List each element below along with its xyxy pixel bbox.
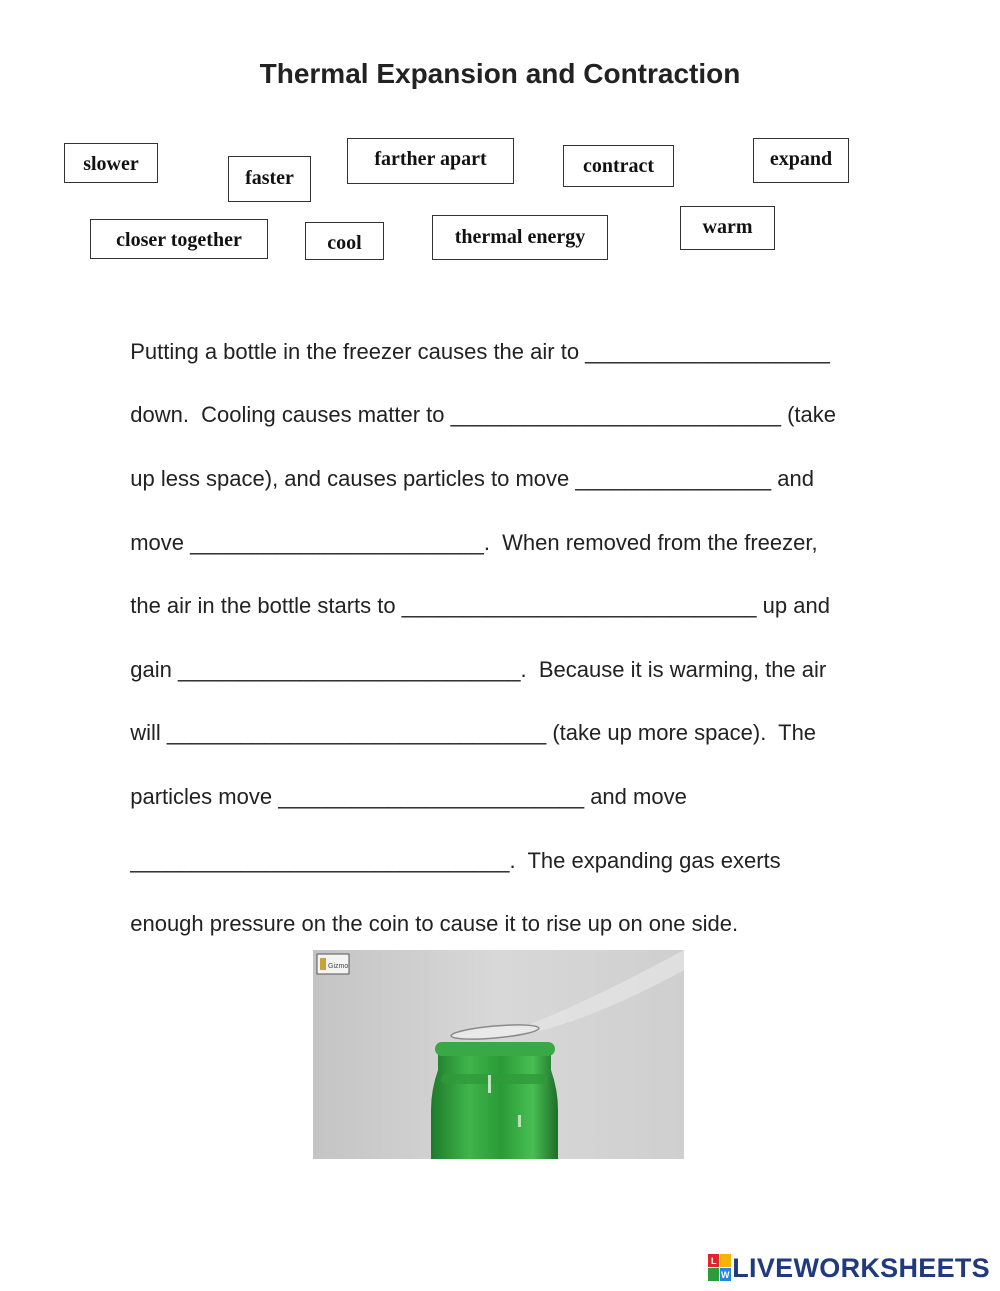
passage-line-2 <box>118 364 837 427</box>
passage-text: (take up more space). The <box>546 720 817 745</box>
passage-text: the air in the bottle starts to <box>130 593 402 618</box>
answer-blank-5[interactable]: _____________________________ <box>401 593 757 618</box>
passage-line-4 <box>118 492 818 555</box>
bottle-coin-illustration <box>313 950 684 1159</box>
word-thermal-energy[interactable]: thermal energy <box>432 215 608 260</box>
answer-blank-7[interactable]: _______________________________ <box>166 720 547 745</box>
answer-blank-8[interactable]: _________________________ <box>278 784 585 809</box>
passage-line-6 <box>118 619 827 682</box>
answer-blank-6[interactable]: ____________________________ <box>177 657 521 682</box>
passage-text: Putting a bottle in the freezer causes the air to <box>130 339 586 364</box>
passage-line-1 <box>118 301 830 364</box>
passage-text: . Because it is warming, the air <box>520 657 827 682</box>
passage-line-8 <box>118 746 687 809</box>
passage-line-9 <box>118 810 781 873</box>
passage-text: . The expanding gas exerts <box>509 848 781 873</box>
word-expand[interactable]: expand <box>753 138 849 183</box>
passage-text: up and <box>756 593 830 618</box>
answer-blank-9[interactable]: _______________________________ <box>130 848 510 873</box>
word-cool[interactable]: cool <box>305 222 384 260</box>
passage-text: will <box>130 720 167 745</box>
word-contract[interactable]: contract <box>563 145 674 187</box>
logo-letter-w: W <box>721 1270 730 1280</box>
answer-blank-2[interactable]: ___________________________ <box>450 402 781 427</box>
passage-line-10 <box>118 873 739 936</box>
answer-blank-4[interactable]: ________________________ <box>190 530 484 555</box>
passage-text: particles move <box>130 784 279 809</box>
answer-blank-3[interactable]: ________________ <box>575 466 772 491</box>
bottle-coin-photo <box>313 950 684 1159</box>
passage-text: move <box>130 530 191 555</box>
passage-line-5 <box>118 555 830 618</box>
passage-text: (take <box>780 402 837 427</box>
passage-text: . When removed from the freezer, <box>483 530 818 555</box>
passage-line-3 <box>118 428 814 491</box>
word-closer-together[interactable]: closer together <box>90 219 268 259</box>
word-slower[interactable]: slower <box>64 143 158 183</box>
passage-text: down. Cooling causes matter to <box>130 402 451 427</box>
logo-letter-l: L <box>711 1256 717 1266</box>
passage-text: gain <box>130 657 178 682</box>
brand-name: LIVEWORKSHEETS <box>732 1252 990 1283</box>
passage-text: enough pressure on the coin to cause it to rise up on one side. <box>130 911 739 936</box>
passage-text: and move <box>584 784 687 809</box>
answer-blank-1[interactable]: ____________________ <box>585 339 830 364</box>
liveworksheets-brand <box>708 1253 990 1283</box>
passage-text: and <box>771 466 814 491</box>
passage-text: up less space), and causes particles to move <box>130 466 576 491</box>
gizmo-watermark: Gizmo <box>328 963 349 970</box>
liveworksheets-logo-icon <box>708 1254 732 1282</box>
word-warm[interactable]: warm <box>680 206 775 250</box>
page-title: Thermal Expansion and Contraction <box>259 58 741 89</box>
word-farther-apart[interactable]: farther apart <box>347 138 514 184</box>
word-faster[interactable]: faster <box>228 156 311 202</box>
passage-line-7 <box>118 682 817 745</box>
